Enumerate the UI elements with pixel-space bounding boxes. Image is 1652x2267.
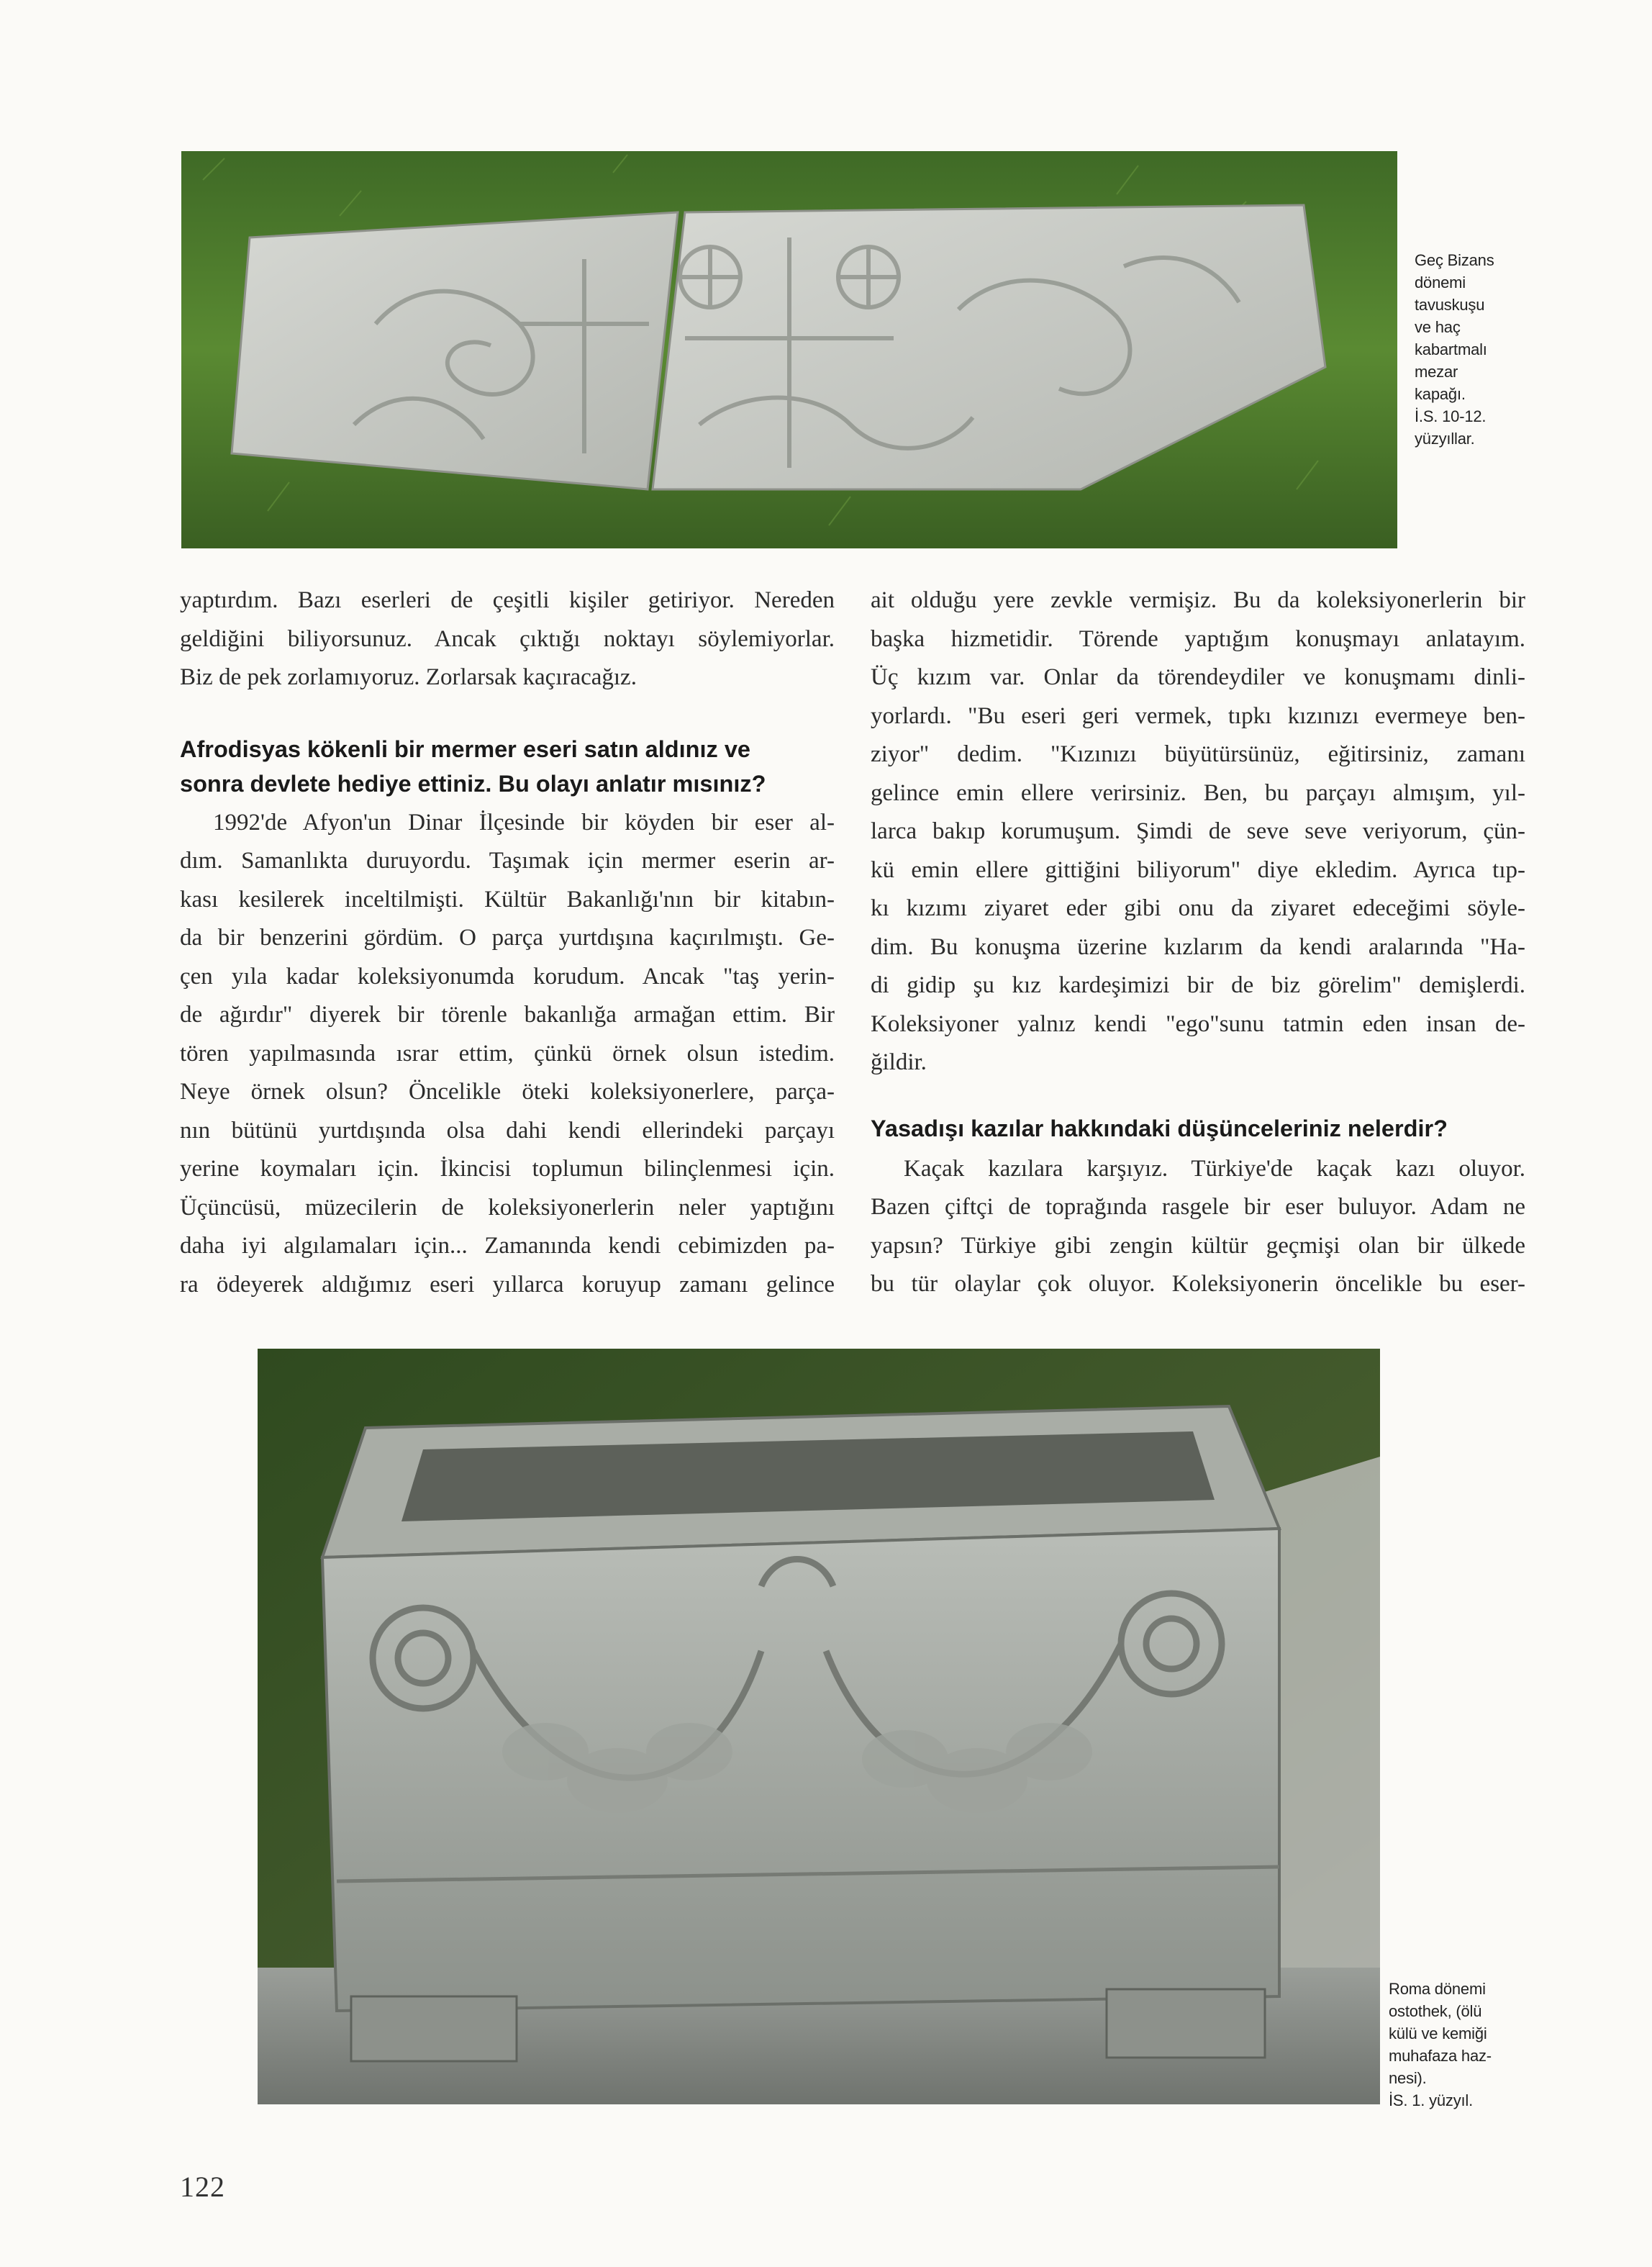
tomb-cover-photo (181, 151, 1397, 548)
ostotheke-photo (258, 1349, 1380, 2104)
ostotheke-caption: Roma dönemi ostothek, (ölü külü ve kemiği muhafaza haz- nesi). İS. 1. yüzyıl. (1389, 1980, 1492, 2109)
question-afrodisyas: Afrodisyas kökenli bir mermer eseri satın aldınız ve sonra devlete hediye ettiniz. Bu olayı anlatır mısınız? (180, 736, 766, 797)
question-illegal-excavations: Yasadışı kazılar hakkındaki düşünceleriniz nelerdir? (871, 1115, 1448, 1141)
tomb-cover-caption: Geç Bizans dönemi tavuskuşu ve haç kabartmalı mezar kapağı. İ.S. 10-12. yüzyıllar. (1415, 251, 1494, 448)
page-number: 122 (180, 2171, 225, 2203)
left-column: yaptırdım. Bazı eserleri de çeşitli kişiler getiriyor. Nereden geldiğini biliyorsunuz. Ancak çıktığı noktayı söylemiyorlar. Biz de pek zorlamıyoruz. Zorlarsak kaçıracağız. Afrodisyas kökenli bir mermer eseri satın aldınız ve sonra devlete hediye ettiniz. Bu olayı anlatır mısınız? 1992'de Afyon'un Dinar İlçesinde bir köyden bir eser al- dım. Samanlıkta duruyordu. Taşımak için mermer eserin ar- kası kesilerek inceltilmişti. Kültür Bakanlığı'nın bir kitabın- da bir benzerini gördüm. O parça yurtdışına kaçırılmıştı. Ge- çen yıla kadar koleksiyonumda korudum. Ancak "taş yerin- de ağırdır" diyerek bir törenle bakanlığa armağan ettim. Bir tören yapılmasında ısrar ettim, çünkü örnek olsun istedim. Neye örnek olsun? Öncelikle öteki koleksiyonerlere, parça- nın bütünü yurtdışında olsa dahi kendi ellerindeki parçayı yerine koymaları için. İkincisi toplumun bilinçlenmesi için. Üçüncüsü, müzecilerin de koleksiyonerlerin neler yaptığını daha iyi algılamaları için... Zamanında kendi cebimizden pa- ra ödeyerek aldığımız eseri yıllarca koruyup zamanı gelince (180, 587, 835, 1298)
right-column: ait olduğu yere zevkle vermişiz. Bu da koleksiyonerlerin bir başka hizmetidir. Törende yaptığım konuşmayı anlatayım. Üç kızım var. Onlar da törendeydiler ve konuşmamı dinli- yorlardı. "Bu eseri geri vermek, tıpkı kızınızı evermeye ben- ziyor" dedim. "Kızınızı büyütürsünüz, eğitirsiniz, zamanı gelince emin ellere verirsiniz. Ben, bu parçayı almışım, yıl- larca bakıp korumuşum. Şimdi de seve seve veriyorum, çün- kü emin ellere gittiğini biliyorum" diye ekledim. Ayrıca tıp- kı kızımı ziyaret eder gibi onu da ziyaret edeceğimi söyle- dim. Bu konuşma üzerine kızlarım da kendi aralarında "Ha- di gidip şu kız kardeşimizi bir de biz görelim" demişlerdi. Koleksiyoner yalnız kendi "ego"sunu tatmin eden insan de- ğildir. Yasadışı kazılar hakkındaki düşünceleriniz nelerdir? Kaçak kazılara karşıyız. Türkiye'de kaçak kazı oluyor. Bazen çiftçi de toprağında rasgele bir eser buluyor. Adam ne yapsın? Türkiye gibi zengin kültür geçmişi olan bir ülkede bu tür olaylar çok oluyor. Koleksiyonerin öncelikle bu eser- (871, 587, 1525, 1297)
